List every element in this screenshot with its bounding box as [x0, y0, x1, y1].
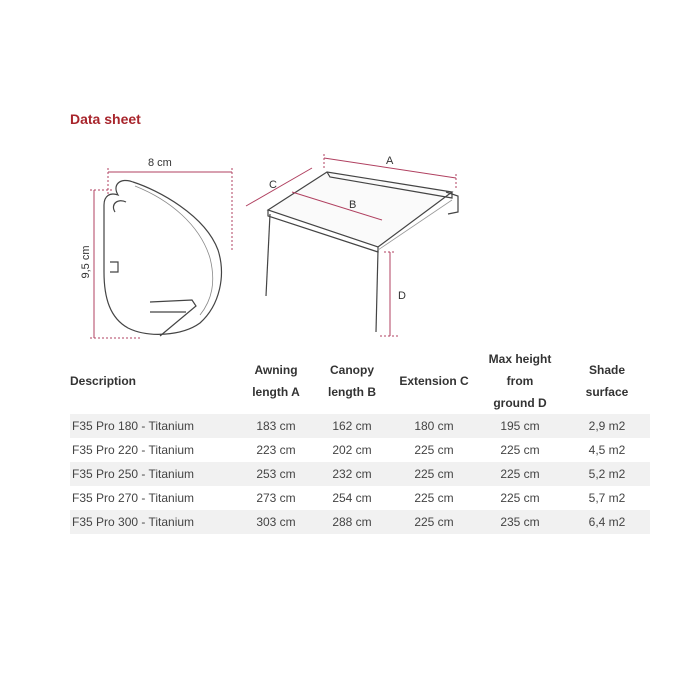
label-c: C [269, 179, 277, 191]
cell-max-height: 225 cm [476, 462, 564, 486]
width-dimension-label: 8 cm [148, 157, 172, 169]
cell-description: F35 Pro 270 - Titanium [72, 491, 195, 505]
table-row [70, 486, 650, 510]
header-description: Description [70, 374, 137, 388]
header-shade-surface: Shade surface [585, 363, 629, 399]
cell-description: F35 Pro 220 - Titanium [72, 443, 195, 457]
cell-extension: 225 cm [392, 510, 476, 534]
cross-section-diagram [104, 180, 221, 336]
cell-max-height: 235 cm [476, 510, 564, 534]
cell-max-height: 225 cm [500, 491, 540, 505]
height-dimension-label: 9,5 cm [80, 245, 92, 279]
table-row [70, 414, 650, 438]
header-extension: Extension C [399, 374, 469, 388]
cell-description: F35 Pro 300 - Titanium [70, 510, 240, 534]
header-awning-length: Awning length A [252, 363, 300, 399]
header-max-height: Max height from ground D [488, 352, 552, 410]
cell-awning-length: 273 cm [256, 491, 296, 505]
cell-awning-length: 183 cm [240, 414, 312, 438]
label-a: A [386, 155, 394, 167]
cell-shade-surface: 4,5 m2 [588, 443, 626, 457]
header-canopy-length: Canopy length B [328, 363, 376, 399]
cell-shade-surface: 6,4 m2 [564, 510, 650, 534]
cell-extension: 225 cm [392, 462, 476, 486]
cell-canopy-length: 254 cm [332, 491, 372, 505]
cell-max-height: 195 cm [476, 414, 564, 438]
cell-description: F35 Pro 180 - Titanium [70, 414, 240, 438]
label-d: D [398, 290, 406, 302]
table-row [70, 462, 650, 486]
cell-awning-length: 303 cm [240, 510, 312, 534]
awning-diagrams [0, 0, 700, 340]
cell-extension: 225 cm [414, 443, 454, 457]
cell-awning-length: 253 cm [240, 462, 312, 486]
cell-max-height: 225 cm [500, 443, 540, 457]
cell-canopy-length: 162 cm [312, 414, 392, 438]
cell-canopy-length: 202 cm [332, 443, 372, 457]
data-table [70, 348, 650, 534]
table-header-row [70, 348, 650, 414]
page-title: Data sheet [70, 111, 141, 127]
label-b: B [349, 199, 357, 211]
cell-awning-length: 223 cm [256, 443, 296, 457]
table-row [70, 510, 650, 534]
cell-extension: 180 cm [392, 414, 476, 438]
awning-perspective-diagram [266, 172, 458, 332]
cell-canopy-length: 288 cm [312, 510, 392, 534]
cell-shade-surface: 5,2 m2 [564, 462, 650, 486]
cell-shade-surface: 5,7 m2 [588, 491, 626, 505]
cell-description: F35 Pro 250 - Titanium [70, 462, 240, 486]
cell-canopy-length: 232 cm [312, 462, 392, 486]
table-row [70, 438, 650, 462]
cell-shade-surface: 2,9 m2 [564, 414, 650, 438]
cell-extension: 225 cm [414, 491, 454, 505]
